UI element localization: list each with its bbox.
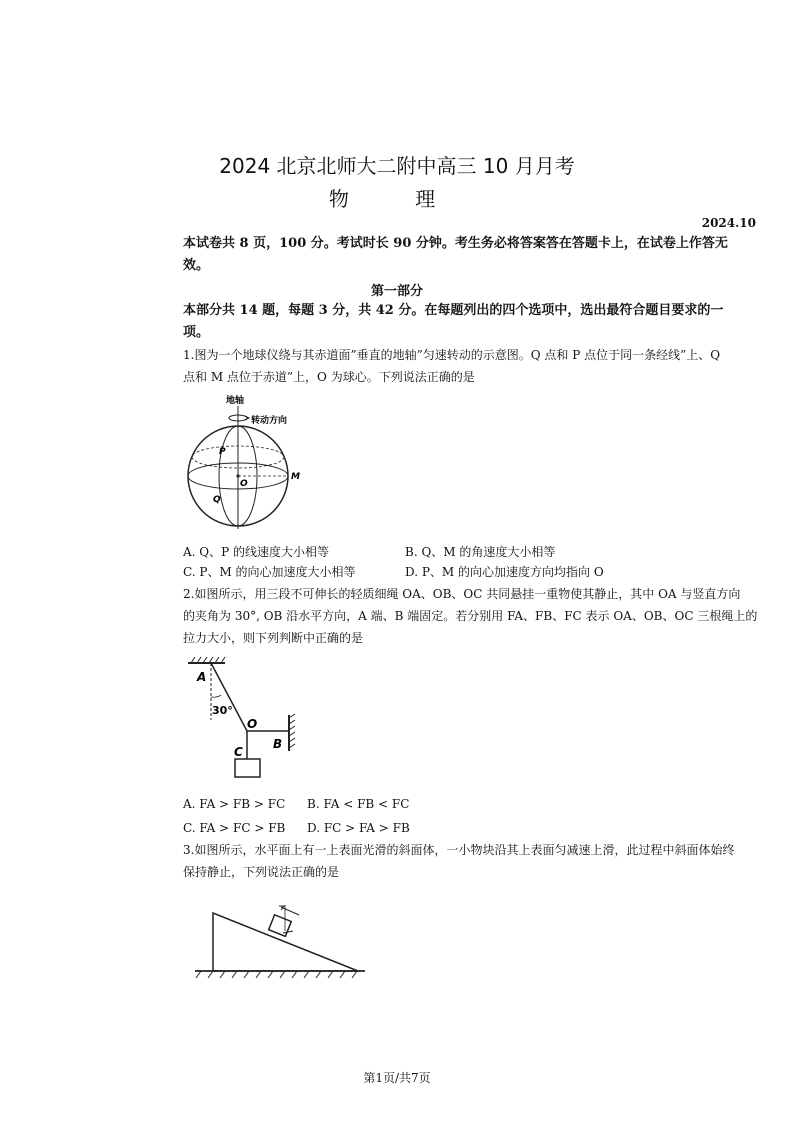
q2-angle-arc	[211, 695, 221, 697]
q1-point-p: P	[219, 447, 226, 457]
q2-option-d[interactable]: D. FC > FA > FB	[307, 821, 410, 835]
q1-point-q: Q	[213, 495, 221, 505]
q2-option-c[interactable]: C. FA > FC > FB	[183, 821, 286, 835]
part-desc-line-1: 本部分共 14 题，每题 3 分，共 42 分。在每题列出的四个选项中，选出最符合题目要求的一	[183, 303, 724, 318]
q2-rope-figure	[183, 655, 313, 785]
intro-line-2: 效。	[183, 258, 210, 273]
q2-label-a: A	[197, 670, 207, 684]
q2-weight-block	[235, 759, 260, 777]
q2-stem-line-1: 2.如图所示，用三段不可伸长的轻质细绳 OA、OB、OC 共同悬挂一重物使其静止，其中 OA 与竖直方向	[183, 587, 741, 601]
q1-option-b[interactable]: B. Q、M 的角速度大小相等	[405, 545, 556, 559]
q2-option-b[interactable]: B. FA < FB < FC	[307, 797, 410, 811]
q1-axis-label: 地轴	[226, 396, 245, 406]
q3-stem-line-1: 3.如图所示，水平面上有一上表面光滑的斜面体，一小物块沿其上表面匀减速上滑，此过程中斜面体始终	[183, 843, 735, 857]
q3-incline-figure	[193, 885, 368, 985]
q2-stem-line-3: 拉力大小，则下列判断中正确的是	[183, 631, 364, 645]
q1-option-a[interactable]: A. Q、P 的线速度大小相等	[183, 545, 330, 559]
part-heading: 第一部分	[370, 284, 423, 299]
q3-velocity-arrow	[281, 907, 299, 915]
q2-label-b: B	[273, 737, 283, 751]
q2-label-o: O	[247, 717, 258, 731]
q1-option-d[interactable]: D. P、M 的向心加速度方向均指向 O	[405, 565, 604, 579]
q2-label-c: C	[234, 745, 243, 759]
q3-stem-line-2: 保持静止，下列说法正确的是	[183, 865, 340, 879]
exam-date: 2024.10	[701, 216, 756, 230]
exam-subject: 物 理	[328, 187, 466, 211]
q2-angle-label: 30°	[212, 704, 233, 717]
q1-option-c[interactable]: C. P、M 的向心加速度大小相等	[183, 565, 356, 579]
q1-point-m: M	[291, 472, 300, 482]
q1-stem-line-1: 1.图为一个地球仪绕与其赤道面”垂直的地轴”匀速转动的示意图。Q 点和 P 点位于同一条经线”上、Q	[183, 348, 721, 362]
q1-center-dot	[236, 474, 239, 477]
page-footer: 第1页/共7页	[363, 1071, 431, 1085]
q3-ground-hatch	[196, 971, 357, 978]
q2-stem-line-2: 的夹角为 30°, OB 沿水平方向，A 端、B 端固定。若分别用 FA、FB、FC 表示 OA、OB、OC 三根绳上的	[183, 609, 758, 623]
intro-line-1: 本试卷共 8 页，100 分。考试时长 90 分钟。考生务必将答案答在答题卡上，在试卷上作答无	[183, 236, 728, 251]
q1-point-o: O	[240, 479, 248, 489]
q1-rotation-label: 转动方向	[251, 416, 288, 426]
exam-title: 2024 北京北师大二附中高三 10 月月考	[219, 154, 575, 178]
q1-stem-line-2: 点和 M 点位于赤道”上，O 为球心。下列说法正确的是	[183, 370, 475, 384]
q3-block	[269, 915, 292, 937]
q1-globe-figure	[183, 392, 308, 532]
part-desc-line-2: 项。	[183, 325, 210, 340]
q2-option-a[interactable]: A. FA > FB > FC	[183, 797, 286, 811]
